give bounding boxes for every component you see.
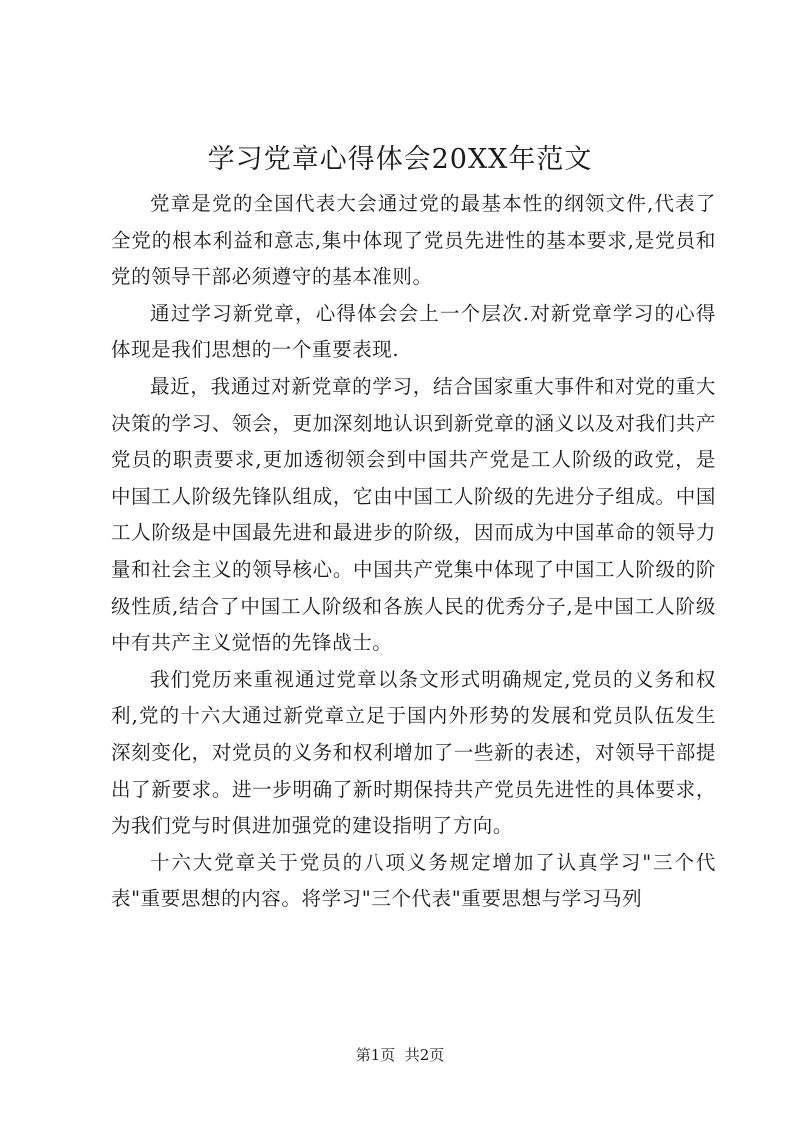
paragraph-5: 十六大党章关于党员的八项义务规定增加了认真学习"三个代表"重要思想的内容。将学习"三个代表"重要思想与学习马列 — [111, 850, 716, 911]
document-body — [111, 186, 716, 918]
page-footer — [0, 1045, 800, 1065]
paragraph-4: 我们党历来重视通过党章以条文形式明确规定,党员的义务和权利,党的十六大通过新党章立足于国内外形势的发展和党员队伍发生深刻变化，对党员的义务和权利增加了一些新的表述，对领导干部提出了新要求。进一步明确了新时期保持共产党员先进性的具体要求，为我们党与时俱进加强党的建设指明了方向。 — [111, 667, 716, 838]
paragraph-2: 通过学习新党章，心得体会会上一个层次.对新党章学习的心得体现是我们思想的一个重要表现. — [111, 301, 716, 362]
document-title: 学习党章心得体会20XX年范文 — [207, 144, 593, 175]
page-number: 第1页 共2页 — [355, 1046, 445, 1064]
paragraph-1: 党章是党的全国代表大会通过党的最基本性的纲领文件,代表了全党的根本利益和意志,集中体现了党员先进性的基本要求,是党员和党的领导干部必须遵守的基本准则。 — [111, 192, 716, 289]
paragraph-3: 最近，我通过对新党章的学习，结合国家重大事件和对党的重大决策的学习、领会，更加深刻地认识到新党章的涵义以及对我们共产党员的职责要求,更加透彻领会到中国共产党是工人阶级的政党，是中国工人阶级先锋队组成，它由中国工人阶级的先进分子组成。中国工人阶级是中国最先进和最进步的阶级，因而成为中国革命的领导力量和社会主义的领导核心。中国共产党集中体现了中国工人阶级的阶级性质,结合了中国工人阶级和各族人民的优秀分子,是中国工人阶级中有共产主义觉悟的先锋战士。 — [111, 374, 716, 655]
